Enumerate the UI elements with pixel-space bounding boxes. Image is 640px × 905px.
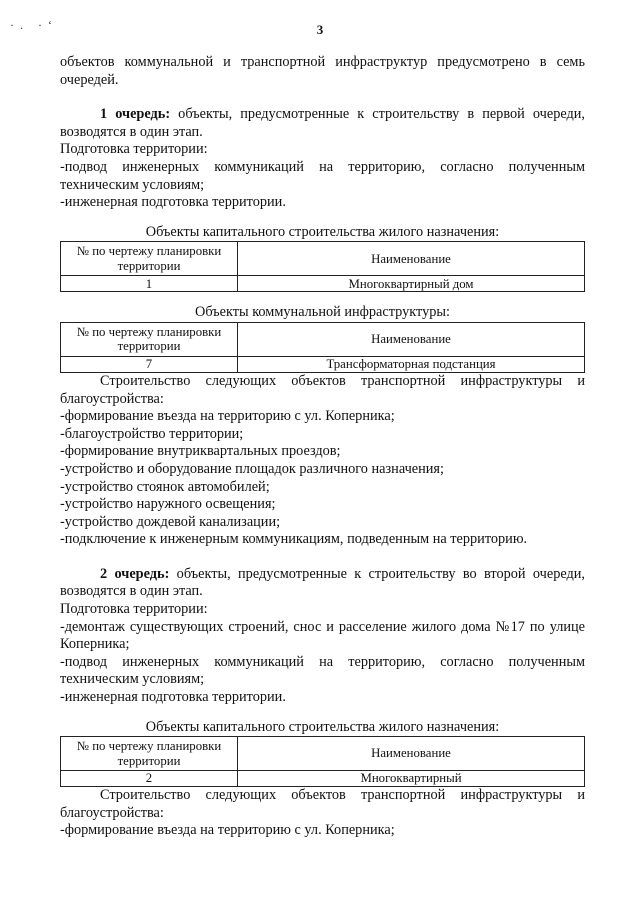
stage1-utility-table [60,322,585,373]
stage1-construction-item: -благоустройство территории; [60,425,244,442]
stage1-construction-item: -формирование внутриквартальных проездов; [60,443,341,460]
col-header-number: № по чертежу планировки территории [61,322,238,356]
cell-number: 2 [61,771,238,787]
stage1-construction-intro: Строительство следующих объектов транспортной инфраструктуры и благоустройства: [60,372,585,407]
stage1-text: объекты, предусмотренные к строительству в первой очереди, возводятся в один этап. [60,106,585,140]
stage2-prep-label: Подготовка территории: [60,601,208,618]
stage2-table1-caption: Объекты капитального строительства жилого назначения: [145,718,500,735]
stage2-construction-intro: Строительство следующих объектов транспортной инфраструктуры и благоустройства: [60,787,585,821]
page-number: 3 [316,22,324,37]
col-header-name: Наименование [238,242,585,276]
table-header-row [61,242,585,276]
stage1-title: 1 очередь: [100,106,171,123]
stage2-construction-item: -формирование въезда на территорию с ул. Коперника; [60,822,395,839]
stage1-item: -инженерная подготовка территории. [60,194,286,211]
stage2-title: 2 очередь: [100,565,170,582]
stage1-construction-item: -устройство и оборудование площадок различного назначения; [60,460,444,477]
stage2-item: -инженерная подготовка территории. [60,689,286,706]
cell-number: 1 [61,276,238,292]
cell-name: Многоквартирный [238,771,585,787]
stage2-item: -подвод инженерных коммуникаций на территорию, согласно полученным техническим условиям; [60,653,585,688]
cell-name: Трансформаторная подстанция [238,356,585,372]
stage1-table1-caption: Объекты капитального строительства жилого назначения: [145,223,500,240]
stage2-residential-table [60,736,585,787]
col-header-number: № по чертежу планировки территории [61,737,238,771]
stage1-construction-item: -устройство дождевой канализации; [60,513,281,530]
col-header-name: Наименование [238,737,585,771]
stage1-construction-item: -устройство стоянок автомобилей; [60,478,270,495]
stage2-item: -демонтаж существующих строений, снос и расселение жилого дома №17 по улице Коперника; [60,618,585,653]
stage1-construction-item: -формирование въезда на территорию с ул. Коперника; [60,408,395,425]
table-header-row [61,737,585,771]
cell-number: 7 [61,356,238,372]
stage1-heading [60,106,585,141]
col-header-number: № по чертежу планировки территории [61,242,238,276]
stage1-construction-item: -устройство наружного освещения; [60,496,276,513]
table-row [61,771,585,787]
cell-name: Многоквартирный дом [238,276,585,292]
table-row [61,276,585,292]
table-header-row [61,322,585,356]
stage1-prep-label: Подготовка территории: [60,141,208,158]
page-content [60,54,585,840]
table-row [61,356,585,372]
stage1-item: -подвод инженерных коммуникаций на территорию, согласно полученным техническим условиям; [60,158,585,193]
intro-paragraph: объектов коммунальной и транспортной инфраструктур предусмотрено в семь очередей. [60,54,585,88]
stage1-construction-item: -подключение к инженерным коммуникациям, подведенным на территорию. [60,531,528,548]
stage2-text: объекты, предусмотренные к строительству во второй очереди, возводятся в один этап. [60,565,585,600]
stage1-residential-table [60,241,585,292]
stage1-table2-caption: Объекты коммунальной инфраструктуры: [195,304,450,321]
stage2-heading [60,566,585,601]
scan-marks: ·. ·‘ [10,18,58,32]
col-header-name: Наименование [238,322,585,356]
